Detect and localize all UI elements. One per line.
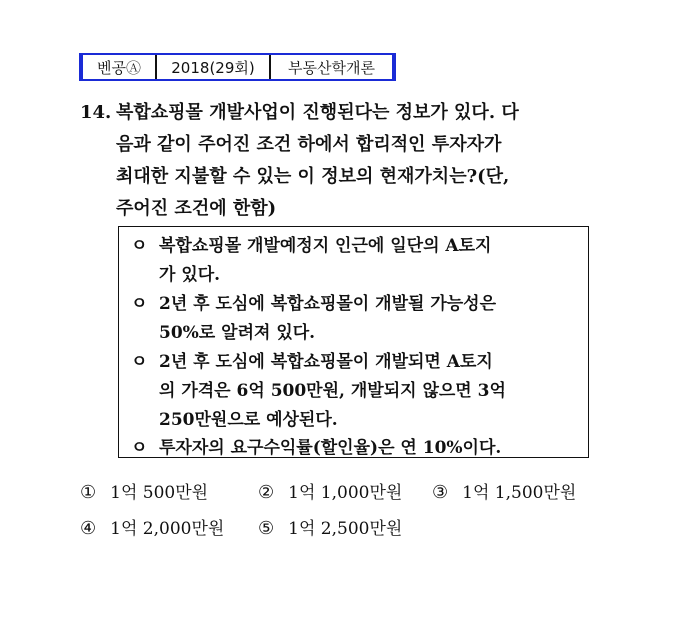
question-number: 14. — [80, 102, 112, 123]
header-year: 2018(29회) — [157, 55, 271, 79]
choice-5[interactable] — [258, 514, 402, 539]
choice-number: ① — [80, 482, 97, 503]
choice-text: 1억 2,500만원 — [288, 519, 403, 539]
choice-text: 1억 1,500만원 — [462, 483, 577, 503]
condition-line: 250만원으로 예상된다. — [159, 410, 338, 430]
choice-text: 1억 1,000만원 — [288, 483, 403, 503]
bullet-icon: ㅇ — [131, 236, 148, 256]
choice-3[interactable] — [432, 478, 576, 503]
question-line: 주어진 조건에 한함) — [116, 198, 277, 219]
condition-line: 의 가격은 6억 500만원, 개발되지 않으면 3억 — [159, 381, 506, 401]
condition-line: 2년 후 도심에 복합쇼핑몰이 개발되면 A토지 — [159, 352, 493, 372]
choice-1[interactable] — [80, 478, 208, 503]
choice-text: 1억 2,000만원 — [110, 519, 225, 539]
choice-number: ⑤ — [258, 518, 275, 539]
condition-line: 복합쇼핑몰 개발예정지 인근에 일단의 A토지 — [159, 236, 492, 256]
question-line: 복합쇼핑몰 개발사업이 진행된다는 정보가 있다. 다 — [116, 102, 519, 123]
choice-number: ② — [258, 482, 275, 503]
header-tag: 벤공Ⓐ — [83, 55, 157, 79]
condition-line: 2년 후 도심에 복합쇼핑몰이 개발될 가능성은 — [159, 294, 497, 314]
question-line: 최대한 지불할 수 있는 이 정보의 현재가치는?(단, — [116, 166, 510, 187]
subject-header — [79, 53, 396, 81]
choice-4[interactable] — [80, 514, 224, 539]
question-line: 음과 같이 주어진 조건 하에서 합리적인 투자자가 — [116, 134, 502, 155]
condition-line: 투자자의 요구수익률(할인율)은 연 10%이다. — [159, 438, 502, 458]
bullet-icon: ㅇ — [131, 352, 148, 372]
choice-number: ③ — [432, 482, 449, 503]
conditions-box — [118, 226, 589, 458]
header-subject: 부동산학개론 — [288, 58, 375, 77]
bullet-icon: ㅇ — [131, 438, 148, 458]
choice-number: ④ — [80, 518, 97, 539]
bullet-icon: ㅇ — [131, 294, 148, 314]
choice-text: 1억 500만원 — [110, 483, 209, 503]
condition-line: 50%로 알려져 있다. — [159, 323, 316, 343]
condition-line: 가 있다. — [159, 265, 221, 285]
choice-2[interactable] — [258, 478, 402, 503]
